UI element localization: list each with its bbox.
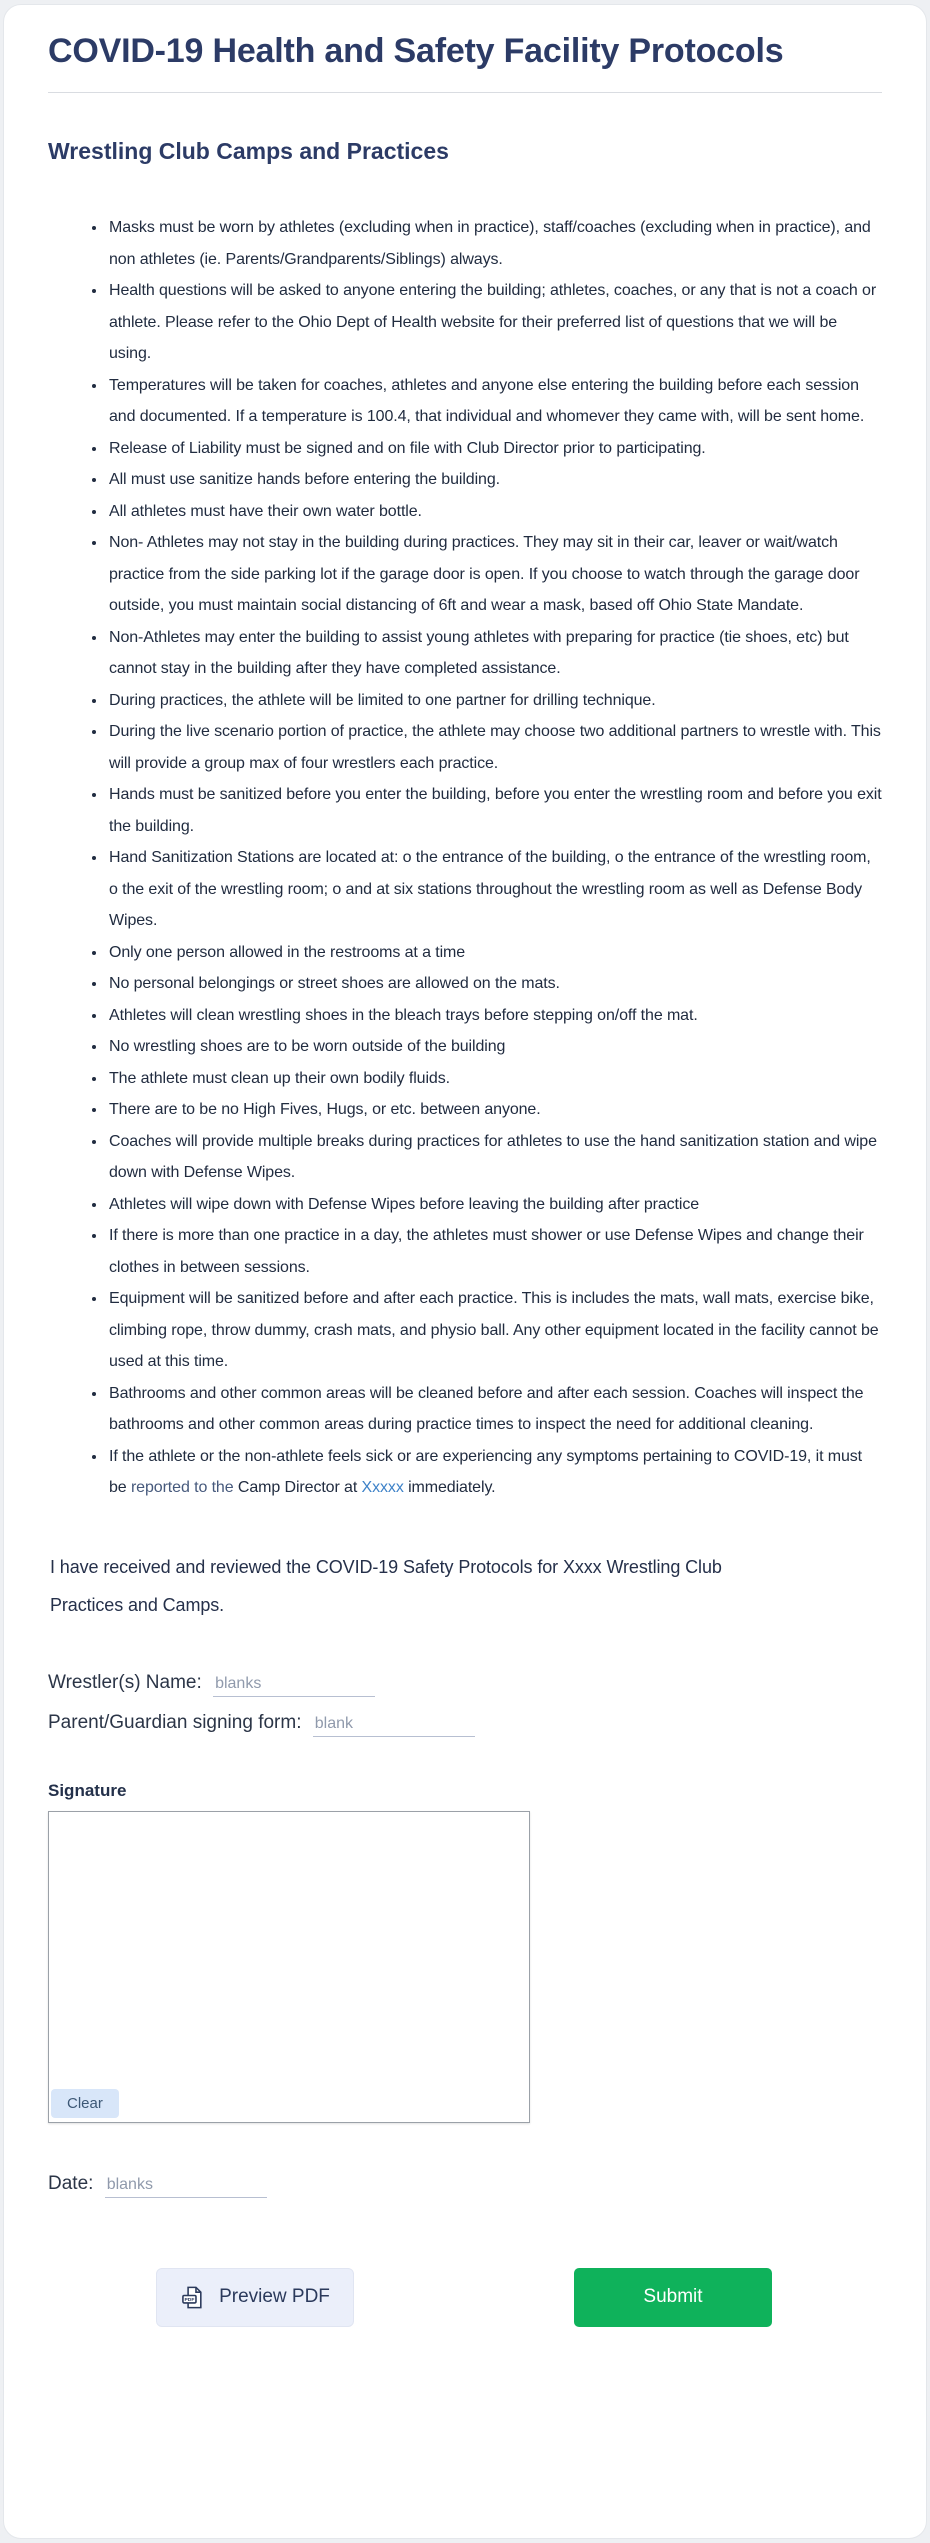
protocol-text: Coaches will provide multiple breaks during practices for athletes to use the hand sanitization station and wipe down with Defense Wipes. <box>109 1132 877 1181</box>
wrestler-name-input[interactable] <box>213 1674 375 1697</box>
protocol-list <box>48 212 882 1504</box>
protocol-text: Athletes will wipe down with Defense Wipes before leaving the building after practice <box>109 1195 700 1213</box>
protocol-text: During practices, the athlete will be limited to one partner for drilling technique. <box>109 691 656 709</box>
protocol-text: All must use sanitize hands before entering the building. <box>109 471 500 488</box>
document-card <box>3 4 927 2539</box>
date-row <box>48 2173 882 2198</box>
date-label: Date: <box>48 2172 94 2194</box>
protocol-text: Temperatures will be taken for coaches, athletes and anyone else entering the building before each session and documented. If a temperature is 100.4, that individual and whomever they came with, will be sent home. <box>109 376 865 425</box>
protocol-item <box>107 968 882 1000</box>
protocol-item <box>107 433 882 465</box>
clear-signature-button[interactable]: Clear <box>51 2089 119 2118</box>
protocol-item <box>107 464 882 496</box>
protocol-item <box>107 1126 882 1189</box>
protocol-text: No wrestling shoes are to be worn outside of the building <box>109 1038 506 1055</box>
date-input[interactable] <box>105 2175 267 2198</box>
wrestler-name-label: Wrestler(s) Name: <box>48 1671 202 1693</box>
signature-pad[interactable] <box>48 1811 530 2123</box>
protocol-text: No personal belongings or street shoes are allowed on the mats. <box>109 975 560 992</box>
protocol-item <box>107 1441 882 1504</box>
protocol-text: During the live scenario portion of practice, the athlete may choose two additional partners to wrestle with. This will provide a group max of four wrestlers each practice. <box>109 723 881 772</box>
protocol-text: There are to be no High Fives, Hugs, or etc. between anyone. <box>109 1101 541 1118</box>
protocol-text: If the athlete or the non-athlete feels sick or are experiencing any symptoms pertaining to COVID-19, it must be <box>109 1447 863 1496</box>
protocol-item <box>107 212 882 275</box>
protocol-text: Release of Liability must be signed and on file with Club Director prior to participating. <box>109 439 706 457</box>
guardian-label: Parent/Guardian signing form: <box>48 1711 302 1733</box>
protocol-text: Non- Athletes may not stay in the building during practices. They may sit in their car, leaver or wait/watch practice from the side parking lot if the garage door is open. If you choose to watch through the garage door outside, you must maintain social distancing of 6ft and wear a mask, based off Ohio State Mandate. <box>109 534 860 614</box>
protocol-text: reported to the <box>130 1479 234 1496</box>
protocol-text: Hands must be sanitized before you enter the building, before you enter the wrestling room and before you exit the building. <box>109 786 882 835</box>
protocol-item <box>107 937 882 969</box>
guardian-row <box>48 1712 882 1737</box>
preview-pdf-label: Preview PDF <box>219 2286 330 2307</box>
protocol-text: All athletes must have their own water bottle. <box>109 502 422 520</box>
protocol-text: Athletes will clean wrestling shoes in the bleach trays before stepping on/off the mat. <box>109 1006 698 1024</box>
submit-button[interactable]: Submit <box>574 2268 772 2327</box>
protocol-text: Hand Sanitization Stations are located at: o the entrance of the building, o the entrance of the wrestling room, o the exit of the wrestling room; o and at six stations throughout the wrestling room as well as Defense Body Wipes. <box>109 849 871 929</box>
protocol-item <box>107 370 882 433</box>
protocol-item <box>107 1094 882 1126</box>
protocol-item <box>107 842 882 937</box>
protocol-text: Only one person allowed in the restrooms at a time <box>109 943 466 961</box>
protocol-item <box>107 1220 882 1283</box>
protocol-item <box>107 622 882 685</box>
protocol-item <box>107 779 882 842</box>
protocol-item <box>107 496 882 528</box>
protocol-item <box>107 1283 882 1378</box>
protocol-text: Equipment will be sanitized before and after each practice. This is includes the mats, wall mats, exercise bike, climbing rope, throw dummy, crash mats, and physio ball. Any other equipment located in the facility cannot be used at this time. <box>109 1290 879 1370</box>
protocol-item <box>107 1378 882 1441</box>
page-title: COVID-19 Health and Safety Facility Protocols <box>48 32 784 70</box>
protocol-item <box>107 716 882 779</box>
protocol-text: Health questions will be asked to anyone entering the building; athletes, coaches, or any that is not a coach or athlete. Please refer to the Ohio Dept of Health website for their preferred list of questions that we will be using. <box>109 282 877 362</box>
form-fields <box>48 1672 882 1737</box>
acknowledgment-text: I have received and reviewed the COVID-19 Safety Protocols for Xxxx Wrestling Club Practices and Camps. <box>50 1556 722 1615</box>
protocol-item <box>107 685 882 717</box>
protocol-item <box>107 1031 882 1063</box>
form-actions <box>48 2268 882 2327</box>
svg-text:PDF: PDF <box>184 2297 195 2303</box>
section-title: Wrestling Club Camps and Practices <box>48 138 449 164</box>
protocol-text: Bathrooms and other common areas will be cleaned before and after each session. Coaches will inspect the bathrooms and other common areas during practice times to inspect the need for additional cleaning. <box>109 1384 864 1433</box>
protocol-text: Masks must be worn by athletes (excluding when in practice), staff/coaches (excluding when in practice), and non athletes (ie. Parents/Grandparents/Siblings) always. <box>109 219 871 268</box>
protocol-item <box>107 527 882 622</box>
protocol-text: Non-Athletes may enter the building to assist young athletes with preparing for practice (tie shoes, etc) but cannot stay in the building after they have completed assistance. <box>109 628 849 677</box>
protocol-text: immediately. <box>403 1479 496 1496</box>
preview-pdf-button[interactable] <box>156 2268 354 2327</box>
protocol-item <box>107 1189 882 1221</box>
protocol-item <box>107 1000 882 1032</box>
protocol-item <box>107 1063 882 1095</box>
guardian-input[interactable] <box>313 1714 475 1737</box>
protocol-text: The athlete must clean up their own bodily fluids. <box>109 1069 450 1087</box>
camp-director-link: Xxxxx <box>361 1479 404 1496</box>
protocol-text: If there is more than one practice in a day, the athletes must shower or use Defense Wipes and change their clothes in between sessions. <box>109 1227 864 1276</box>
protocol-text: Camp Director at <box>233 1479 362 1496</box>
protocol-item <box>107 275 882 370</box>
signature-label: Signature <box>48 1780 127 1800</box>
pdf-icon <box>180 2284 207 2311</box>
wrestler-name-row <box>48 1672 882 1697</box>
title-divider <box>48 92 882 93</box>
